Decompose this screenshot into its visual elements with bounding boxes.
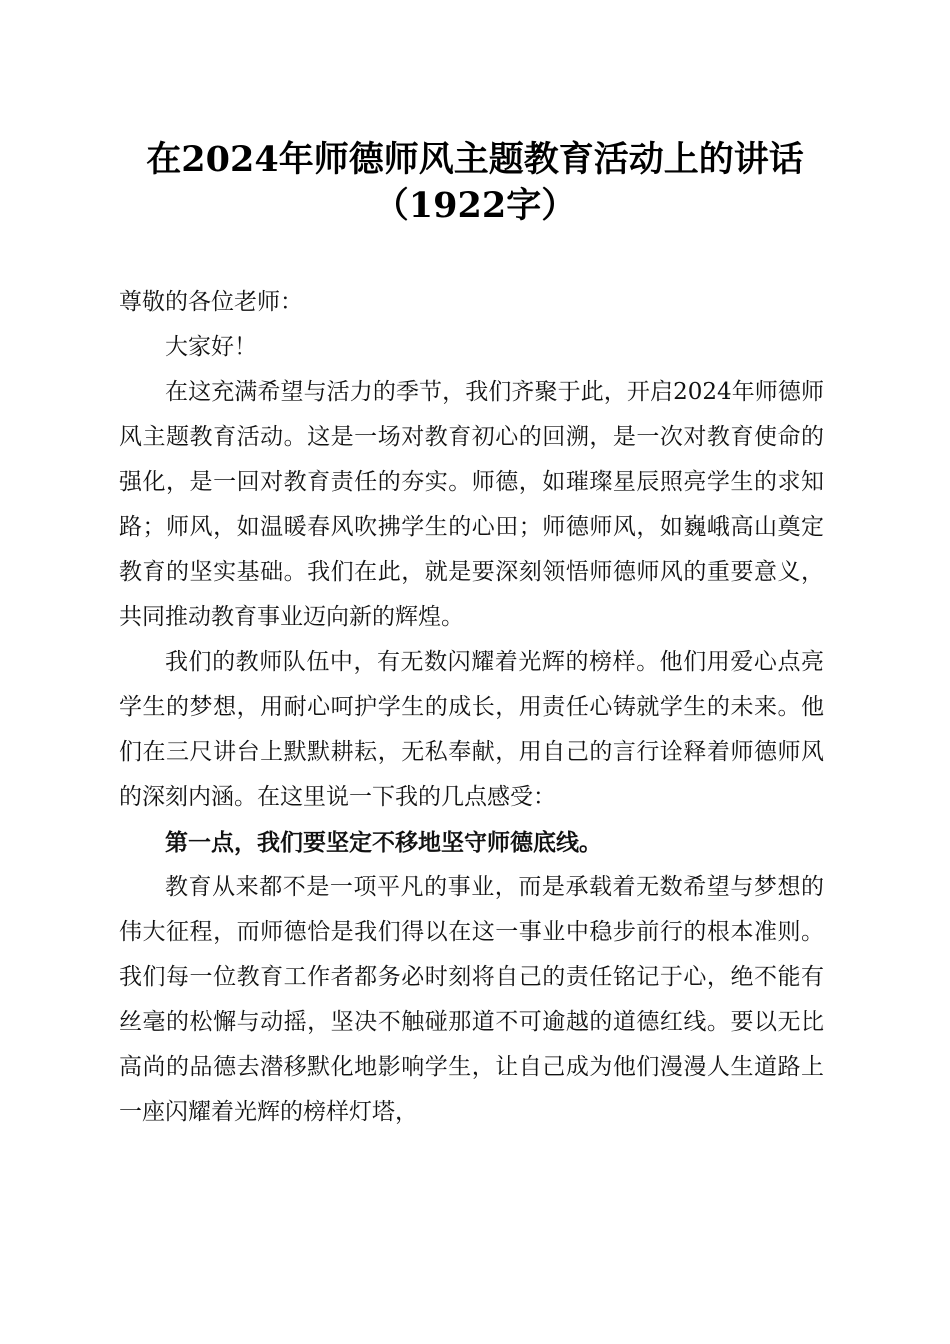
salutation: 尊敬的各位老师： bbox=[119, 289, 303, 315]
document-body bbox=[119, 280, 824, 1135]
paragraph-role-models: 我们的教师队伍中，有无数闪耀着光辉的榜样。他们用爱心点亮学生的梦想，用耐心呵护学生的成长，用责任心铸就学生的未来。他们在三尺讲台上默默耕耘，无私奉献，用自己的言行诠释着师德师风的深刻内涵。在这里说一下我的几点感受： bbox=[119, 649, 824, 810]
document-word-count: （1922字） bbox=[373, 185, 577, 226]
paragraph-section-one: 教育从来都不是一项平凡的事业，而是承载着无数希望与梦想的伟大征程，而师德恰是我们得以在这一事业中稳步前行的根本准则。我们每一位教育工作者都务必时刻将自己的责任铭记于心，绝不能有丝毫的松懈与动摇，坚决不触碰那道不可逾越的道德红线。要以无比高尚的品德去潜移默化地影响学生，让自己成为他们漫漫人生道路上一座闪耀着光辉的榜样灯塔， bbox=[119, 874, 824, 1125]
document-title: 在2024年师德师风主题教育活动上的讲话 bbox=[146, 139, 804, 180]
paragraph-opening: 在这充满希望与活力的季节，我们齐聚于此，开启2024年师德师风主题教育活动。这是一场对教育初心的回溯，是一次对教育使命的强化，是一回对教育责任的夯实。师德，如璀璨星辰照亮学生的求知路；师风，如温暖春风吹拂学生的心田；师德师风，如巍峨高山奠定教育的坚实基础。我们在此，就是要深刻领悟师德师风的重要意义，共同推动教育事业迈向新的辉煌。 bbox=[119, 379, 824, 630]
greeting: 大家好！ bbox=[165, 334, 257, 360]
section-heading: 第一点，我们要坚定不移地坚守师德底线。 bbox=[165, 829, 602, 856]
